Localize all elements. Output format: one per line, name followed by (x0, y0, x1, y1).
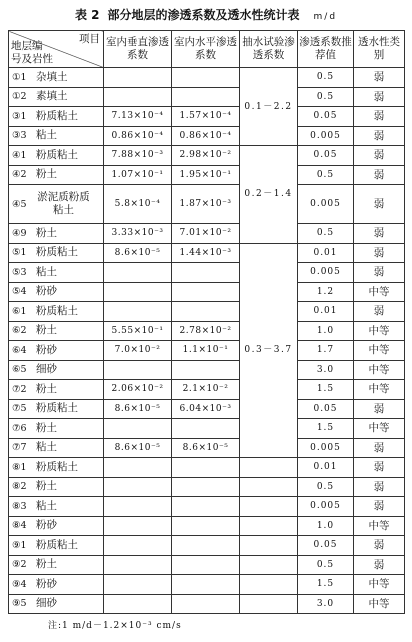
stratum-cell (9, 536, 104, 556)
table-row (9, 360, 405, 380)
stratum-code: ④2 (12, 169, 27, 181)
table-row (9, 87, 405, 107)
lithology-name: 粉质粘土 (36, 246, 78, 259)
permeability-table (8, 30, 405, 614)
vertical-coefficient (104, 458, 172, 478)
lithology-name: 粉砂 (36, 577, 57, 590)
stratum-code: ⑨4 (12, 578, 27, 590)
permeability-class: 中等 (354, 594, 405, 614)
permeability-class: 弱 (354, 555, 405, 575)
recommended-value: 0.5 (298, 165, 354, 185)
table-row (9, 321, 405, 341)
stratum-cell (9, 302, 104, 322)
table-row (9, 419, 405, 439)
lithology-name: 粘土 (36, 265, 57, 278)
horizontal-coefficient: 1.87×10⁻³ (172, 185, 240, 224)
pumping-test-empty (240, 497, 298, 517)
stratum-cell (9, 224, 104, 244)
vertical-coefficient (104, 497, 172, 517)
stratum-cell (9, 282, 104, 302)
recommended-value: 0.05 (298, 536, 354, 556)
table-row (9, 185, 405, 224)
lithology-name: 粉土 (36, 168, 57, 181)
recommended-value: 0.5 (298, 555, 354, 575)
permeability-class: 弱 (354, 146, 405, 166)
horizontal-coefficient (172, 263, 240, 283)
table-row (9, 107, 405, 127)
permeability-class: 弱 (354, 126, 405, 146)
stratum-code: ⑤4 (12, 286, 27, 298)
lithology-name: 粉砂 (36, 343, 57, 356)
table-row (9, 68, 405, 88)
permeability-class: 弱 (354, 107, 405, 127)
lithology-name: 淤泥质粉质粘土 (37, 191, 90, 216)
corner-header-top: 项目 (79, 33, 100, 45)
stratum-cell (9, 126, 104, 146)
permeability-class: 弱 (354, 224, 405, 244)
table-number: 表 2 (74, 8, 100, 22)
lithology-name: 杂填土 (36, 70, 68, 83)
stratum-code: ⑦7 (12, 442, 27, 454)
lithology-name: 粉土 (36, 324, 57, 337)
table-row (9, 594, 405, 614)
table-row (9, 302, 405, 322)
stratum-code: ⑨5 (12, 598, 27, 610)
lithology-name: 粉质粘土 (36, 304, 78, 317)
lithology-name: 粉土 (36, 558, 57, 571)
stratum-cell (9, 555, 104, 575)
stratum-cell (9, 516, 104, 536)
recommended-value: 1.5 (298, 419, 354, 439)
table-row (9, 224, 405, 244)
lithology-name: 粘土 (36, 499, 57, 512)
horizontal-coefficient (172, 68, 240, 88)
stratum-cell (9, 380, 104, 400)
header-pumping-test: 抽水试验渗透系数 (240, 31, 298, 68)
table-row (9, 282, 405, 302)
lithology-name: 粉质粘土 (36, 460, 78, 473)
header-indoor-vertical: 室内垂直渗透系数 (104, 31, 172, 68)
stratum-cell (9, 146, 104, 166)
vertical-coefficient (104, 419, 172, 439)
stratum-cell (9, 165, 104, 185)
permeability-class: 中等 (354, 282, 405, 302)
recommended-value: 0.005 (298, 126, 354, 146)
horizontal-coefficient (172, 536, 240, 556)
table-caption: 部分地层的渗透系数及透水性统计表 (107, 8, 300, 22)
stratum-code: ⑧3 (12, 500, 27, 512)
horizontal-coefficient: 0.86×10⁻⁴ (172, 126, 240, 146)
recommended-value: 1.5 (298, 380, 354, 400)
pumping-test-empty (240, 477, 298, 497)
horizontal-coefficient: 7.01×10⁻² (172, 224, 240, 244)
recommended-value: 0.5 (298, 224, 354, 244)
stratum-code: ⑥5 (12, 364, 27, 376)
horizontal-coefficient: 1.57×10⁻⁴ (172, 107, 240, 127)
vertical-coefficient (104, 516, 172, 536)
lithology-name: 细砂 (36, 363, 57, 376)
lithology-name: 粉土 (36, 382, 57, 395)
stratum-cell (9, 341, 104, 361)
permeability-class: 弱 (354, 243, 405, 263)
stratum-code: ③1 (12, 110, 27, 122)
permeability-class: 弱 (354, 438, 405, 458)
corner-header-bottom: 地层编 号及岩性 (11, 40, 53, 65)
stratum-cell (9, 185, 104, 224)
horizontal-coefficient: 1.44×10⁻³ (172, 243, 240, 263)
recommended-value: 0.5 (298, 68, 354, 88)
pumping-test-range: 0.2－1.4 (240, 146, 298, 244)
table-row (9, 243, 405, 263)
recommended-value: 0.01 (298, 243, 354, 263)
recommended-value: 0.5 (298, 87, 354, 107)
stratum-cell (9, 575, 104, 595)
horizontal-coefficient (172, 419, 240, 439)
stratum-code: ④1 (12, 149, 27, 161)
permeability-class: 弱 (354, 87, 405, 107)
lithology-name: 粉砂 (36, 285, 57, 298)
permeability-class: 弱 (354, 458, 405, 478)
stratum-code: ⑨2 (12, 559, 27, 571)
pumping-test-empty (240, 516, 298, 536)
pumping-test-empty (240, 594, 298, 614)
stratum-cell (9, 497, 104, 517)
table-row (9, 536, 405, 556)
permeability-class: 弱 (354, 477, 405, 497)
stratum-cell (9, 107, 104, 127)
horizontal-coefficient (172, 555, 240, 575)
header-row (9, 31, 405, 68)
permeability-class: 弱 (354, 536, 405, 556)
vertical-coefficient (104, 68, 172, 88)
recommended-value: 1.2 (298, 282, 354, 302)
pumping-test-empty (240, 536, 298, 556)
horizontal-coefficient: 2.78×10⁻² (172, 321, 240, 341)
table-row (9, 497, 405, 517)
recommended-value: 0.01 (298, 458, 354, 478)
vertical-coefficient (104, 302, 172, 322)
permeability-class: 中等 (354, 516, 405, 536)
lithology-name: 粉土 (36, 226, 57, 239)
vertical-coefficient (104, 555, 172, 575)
vertical-coefficient (104, 282, 172, 302)
stratum-code: ③3 (12, 130, 27, 142)
stratum-code: ⑥4 (12, 344, 27, 356)
stratum-code: ⑦2 (12, 383, 27, 395)
stratum-code: ⑧4 (12, 520, 27, 532)
table-row (9, 146, 405, 166)
stratum-code: ⑥1 (12, 305, 27, 317)
vertical-coefficient: 0.86×10⁻⁴ (104, 126, 172, 146)
vertical-coefficient: 1.07×10⁻¹ (104, 165, 172, 185)
vertical-coefficient: 8.6×10⁻⁵ (104, 243, 172, 263)
unit-label: m/d (313, 12, 338, 22)
recommended-value: 0.05 (298, 107, 354, 127)
recommended-value: 0.01 (298, 302, 354, 322)
horizontal-coefficient: 2.98×10⁻² (172, 146, 240, 166)
permeability-class: 弱 (354, 302, 405, 322)
stratum-code: ①1 (12, 71, 27, 83)
pumping-test-range: 0.1－2.2 (240, 68, 298, 146)
recommended-value: 1.7 (298, 341, 354, 361)
lithology-name: 粘土 (36, 441, 57, 454)
corner-header (9, 31, 104, 68)
permeability-class: 中等 (354, 575, 405, 595)
header-indoor-horizontal: 室内水平渗透系数 (172, 31, 240, 68)
stratum-cell (9, 68, 104, 88)
horizontal-coefficient (172, 497, 240, 517)
table-row (9, 516, 405, 536)
table-row (9, 126, 405, 146)
horizontal-coefficient: 1.95×10⁻¹ (172, 165, 240, 185)
stratum-code: ⑥2 (12, 325, 27, 337)
vertical-coefficient (104, 575, 172, 595)
stratum-cell (9, 477, 104, 497)
lithology-name: 粉质粘土 (36, 109, 78, 122)
recommended-value: 3.0 (298, 360, 354, 380)
lithology-name: 粉土 (36, 480, 57, 493)
vertical-coefficient: 2.06×10⁻² (104, 380, 172, 400)
horizontal-coefficient: 6.04×10⁻³ (172, 399, 240, 419)
recommended-value: 0.005 (298, 263, 354, 283)
stratum-cell (9, 243, 104, 263)
stratum-cell (9, 419, 104, 439)
vertical-coefficient: 7.0×10⁻² (104, 341, 172, 361)
pumping-test-empty (240, 555, 298, 575)
recommended-value: 3.0 (298, 594, 354, 614)
horizontal-coefficient (172, 302, 240, 322)
recommended-value: 0.05 (298, 146, 354, 166)
horizontal-coefficient (172, 516, 240, 536)
vertical-coefficient: 5.8×10⁻⁴ (104, 185, 172, 224)
horizontal-coefficient (172, 360, 240, 380)
stratum-code: ⑧2 (12, 481, 27, 493)
stratum-cell (9, 263, 104, 283)
horizontal-coefficient (172, 477, 240, 497)
stratum-code: ④9 (12, 227, 27, 239)
stratum-code: ⑤3 (12, 266, 27, 278)
lithology-name: 粉质粘土 (36, 538, 78, 551)
permeability-class: 中等 (354, 360, 405, 380)
permeability-class: 弱 (354, 399, 405, 419)
permeability-class: 弱 (354, 165, 405, 185)
permeability-class: 弱 (354, 497, 405, 517)
permeability-class: 弱 (354, 68, 405, 88)
header-permeability: 透水性类别 (354, 31, 405, 68)
vertical-coefficient (104, 87, 172, 107)
lithology-name: 粘土 (36, 129, 57, 142)
stratum-code: ④5 (12, 198, 27, 210)
stratum-cell (9, 399, 104, 419)
recommended-value: 0.005 (298, 438, 354, 458)
recommended-value: 0.5 (298, 477, 354, 497)
stratum-code: ⑧1 (12, 461, 27, 473)
recommended-value: 0.005 (298, 497, 354, 517)
vertical-coefficient (104, 360, 172, 380)
permeability-class: 中等 (354, 419, 405, 439)
stratum-code: ⑤1 (12, 247, 27, 259)
horizontal-coefficient: 2.1×10⁻² (172, 380, 240, 400)
table-row (9, 341, 405, 361)
horizontal-coefficient (172, 594, 240, 614)
table-row (9, 477, 405, 497)
horizontal-coefficient: 1.1×10⁻¹ (172, 341, 240, 361)
pumping-test-empty (240, 458, 298, 478)
permeability-class: 弱 (354, 185, 405, 224)
header-recommended: 渗透系数推荐值 (298, 31, 354, 68)
table-row (9, 380, 405, 400)
stratum-cell (9, 438, 104, 458)
recommended-value: 1.5 (298, 575, 354, 595)
vertical-coefficient (104, 594, 172, 614)
permeability-class: 中等 (354, 321, 405, 341)
lithology-name: 粉质粘土 (36, 148, 78, 161)
lithology-name: 素填土 (36, 90, 68, 103)
lithology-name: 粉土 (36, 421, 57, 434)
stratum-cell (9, 87, 104, 107)
pumping-test-range: 0.3－3.7 (240, 243, 298, 458)
stratum-cell (9, 594, 104, 614)
horizontal-coefficient (172, 575, 240, 595)
table-row (9, 263, 405, 283)
vertical-coefficient (104, 263, 172, 283)
table-row (9, 555, 405, 575)
table-row (9, 438, 405, 458)
vertical-coefficient: 8.6×10⁻⁵ (104, 438, 172, 458)
stratum-code: ⑦5 (12, 403, 27, 415)
horizontal-coefficient (172, 458, 240, 478)
permeability-class: 中等 (354, 341, 405, 361)
lithology-name: 粉质粘土 (36, 402, 78, 415)
permeability-class: 中等 (354, 380, 405, 400)
vertical-coefficient: 3.33×10⁻³ (104, 224, 172, 244)
stratum-code: ⑨1 (12, 539, 27, 551)
vertical-coefficient: 7.88×10⁻³ (104, 146, 172, 166)
recommended-value: 0.005 (298, 185, 354, 224)
stratum-cell (9, 458, 104, 478)
horizontal-coefficient: 8.6×10⁻⁵ (172, 438, 240, 458)
table-title (0, 6, 412, 23)
lithology-name: 粉砂 (36, 519, 57, 532)
recommended-value: 1.0 (298, 321, 354, 341)
vertical-coefficient: 5.55×10⁻¹ (104, 321, 172, 341)
stratum-cell (9, 321, 104, 341)
lithology-name: 细砂 (36, 597, 57, 610)
stratum-code: ①2 (12, 91, 27, 103)
table-row (9, 399, 405, 419)
stratum-cell (9, 360, 104, 380)
vertical-coefficient (104, 536, 172, 556)
horizontal-coefficient (172, 87, 240, 107)
permeability-class: 弱 (354, 263, 405, 283)
recommended-value: 0.05 (298, 399, 354, 419)
vertical-coefficient: 7.13×10⁻⁴ (104, 107, 172, 127)
vertical-coefficient (104, 477, 172, 497)
pumping-test-empty (240, 575, 298, 595)
recommended-value: 1.0 (298, 516, 354, 536)
vertical-coefficient: 8.6×10⁻⁵ (104, 399, 172, 419)
table-row (9, 165, 405, 185)
table-row (9, 458, 405, 478)
footnote: 注:1 m/d－1.2×10⁻³ cm/s (48, 621, 182, 631)
stratum-code: ⑦6 (12, 422, 27, 434)
horizontal-coefficient (172, 282, 240, 302)
table-row (9, 575, 405, 595)
